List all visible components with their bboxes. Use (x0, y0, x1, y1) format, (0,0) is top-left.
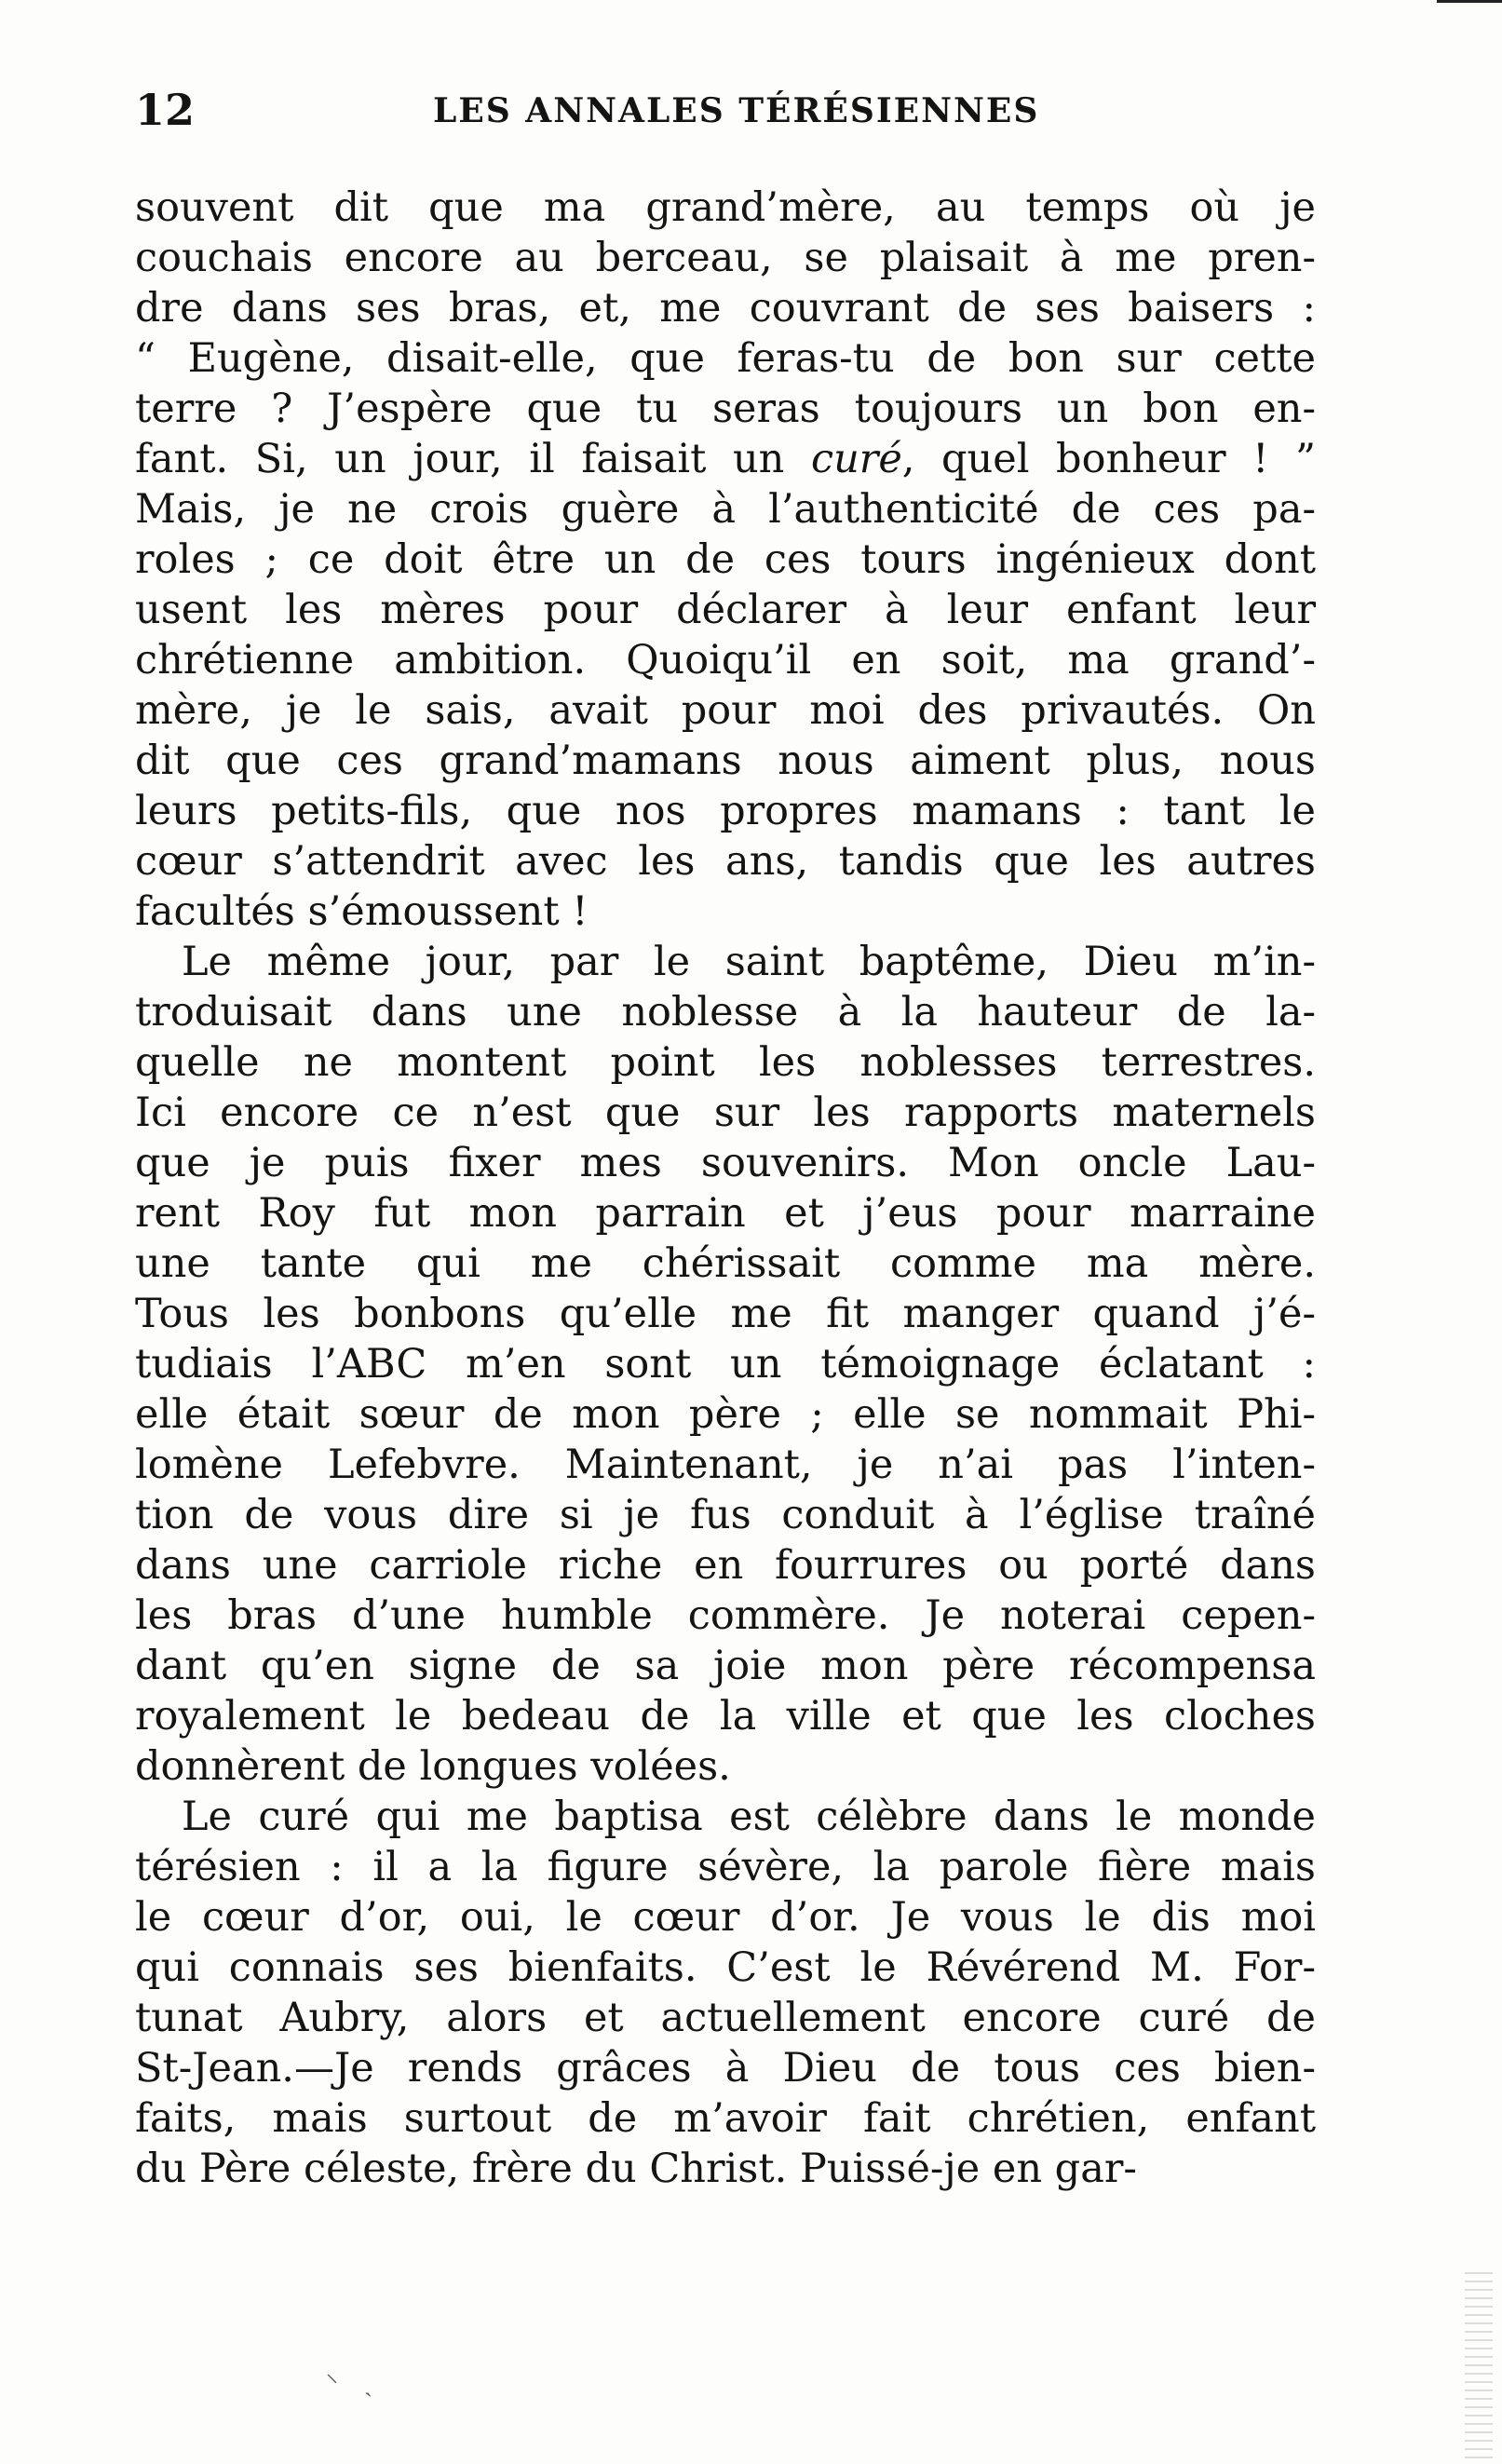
text-line: fant. Si, un jour, il faisait un curé, quel bonheur ! ” (135, 436, 1316, 482)
text-line: lomène Lefebvre. Maintenant, je n’ai pas l’inten- (135, 1442, 1316, 1488)
running-header (135, 82, 1316, 138)
text-line: elle était sœur de mon père ; elle se nommait Phi- (135, 1391, 1316, 1438)
text-line: dans une carriole riche en fourrures ou porté dans (135, 1542, 1316, 1589)
text-line: “ Eugène, disait-elle, que feras-tu de bon sur cette (135, 335, 1316, 382)
page-edge-noise (1465, 2272, 1493, 2458)
text-line: les bras d’une humble commère. Je noterai cepen- (135, 1592, 1316, 1639)
body-text (135, 183, 1316, 2194)
page-number: 12 (135, 85, 196, 135)
text-line: facultés s’émoussent ! (135, 888, 589, 935)
text-line: souvent dit que ma grand’mère, au temps où je (135, 184, 1316, 231)
paragraph (135, 183, 1316, 937)
text-line: chrétienne ambition. Quoiqu’il en soit, ma grand’- (135, 637, 1316, 684)
text-line: du Père céleste, frère du Christ. Puissé-je en gar- (135, 2146, 1137, 2192)
text-line: royalement le bedeau de la ville et que les cloches (135, 1693, 1316, 1740)
text-line: quelle ne montent point les noblesses terrestres. (135, 1039, 1316, 1086)
text-line: dant qu’en signe de sa joie mon père récompensa (135, 1643, 1316, 1689)
text-line: Le même jour, par le saint baptême, Dieu m’in- (182, 939, 1316, 985)
text-line: terre ? J’espère que tu seras toujours un bon en- (135, 386, 1316, 432)
text-line: mère, je le sais, avait pour moi des privautés. On (135, 687, 1316, 734)
text-line: troduisait dans une noblesse à la hauteur de la- (135, 989, 1316, 1036)
text-line: qui connais ses bienfaits. C’est le Révérend M. For- (135, 1944, 1316, 1991)
text-line: Mais, je ne crois guère à l’authenticité de ces pa- (135, 486, 1316, 533)
top-edge-rule (1437, 0, 1502, 3)
text-line: St-Jean.—Je rends grâces à Dieu de tous ces bien- (135, 2045, 1316, 2092)
text-line: térésien : il a la figure sévère, la parole fière mais (135, 1844, 1316, 1890)
running-title: LES ANNALES TÉRÉSIENNES (433, 91, 1040, 130)
paragraph (135, 937, 1316, 1792)
text-line: leurs petits-fils, que nos propres mamans : tant le (135, 788, 1316, 834)
text-line: roles ; ce doit être un de ces tours ingénieux dont (135, 536, 1316, 583)
text-line: Tous les bonbons qu’elle me fit manger quand j’é- (135, 1291, 1316, 1337)
text-line: Ici encore ce n’est que sur les rapports maternels (135, 1090, 1316, 1136)
text-line: une tante qui me chérissait comme ma mère. (135, 1240, 1316, 1287)
emphasis: curé (810, 436, 902, 482)
text-line: donnèrent de longues volées. (135, 1743, 731, 1790)
text-line: dre dans ses bras, et, me couvrant de ses baisers : (135, 285, 1316, 332)
text-line: rent Roy fut mon parrain et j’eus pour marraine (135, 1190, 1316, 1237)
text-line: tudiais l’ABC m’en sont un témoignage éclatant : (135, 1341, 1316, 1388)
text-line: le cœur d’or, oui, le cœur d’or. Je vous le dis moi (135, 1894, 1316, 1941)
text-line: tion de vous dire si je fus conduit à l’église traîné (135, 1492, 1316, 1538)
print-specks: ⸌ ˎ (326, 2370, 382, 2398)
text-line: faits, mais surtout de m’avoir fait chrétien, enfant (135, 2095, 1316, 2142)
text-line: cœur s’attendrit avec les ans, tandis que les autres (135, 838, 1316, 885)
text-line: usent les mères pour déclarer à leur enfant leur (135, 587, 1316, 633)
text-line: Le curé qui me baptisa est célèbre dans le monde (182, 1794, 1316, 1840)
text-line: couchais encore au berceau, se plaisait à me pren- (135, 235, 1316, 281)
text-line: tunat Aubry, alors et actuellement encore curé de (135, 1995, 1316, 2041)
text-line: que je puis fixer mes souvenirs. Mon oncle Lau- (135, 1140, 1316, 1186)
text-line: dit que ces grand’mamans nous aiment plus, nous (135, 738, 1316, 784)
paragraph (135, 1792, 1316, 2194)
